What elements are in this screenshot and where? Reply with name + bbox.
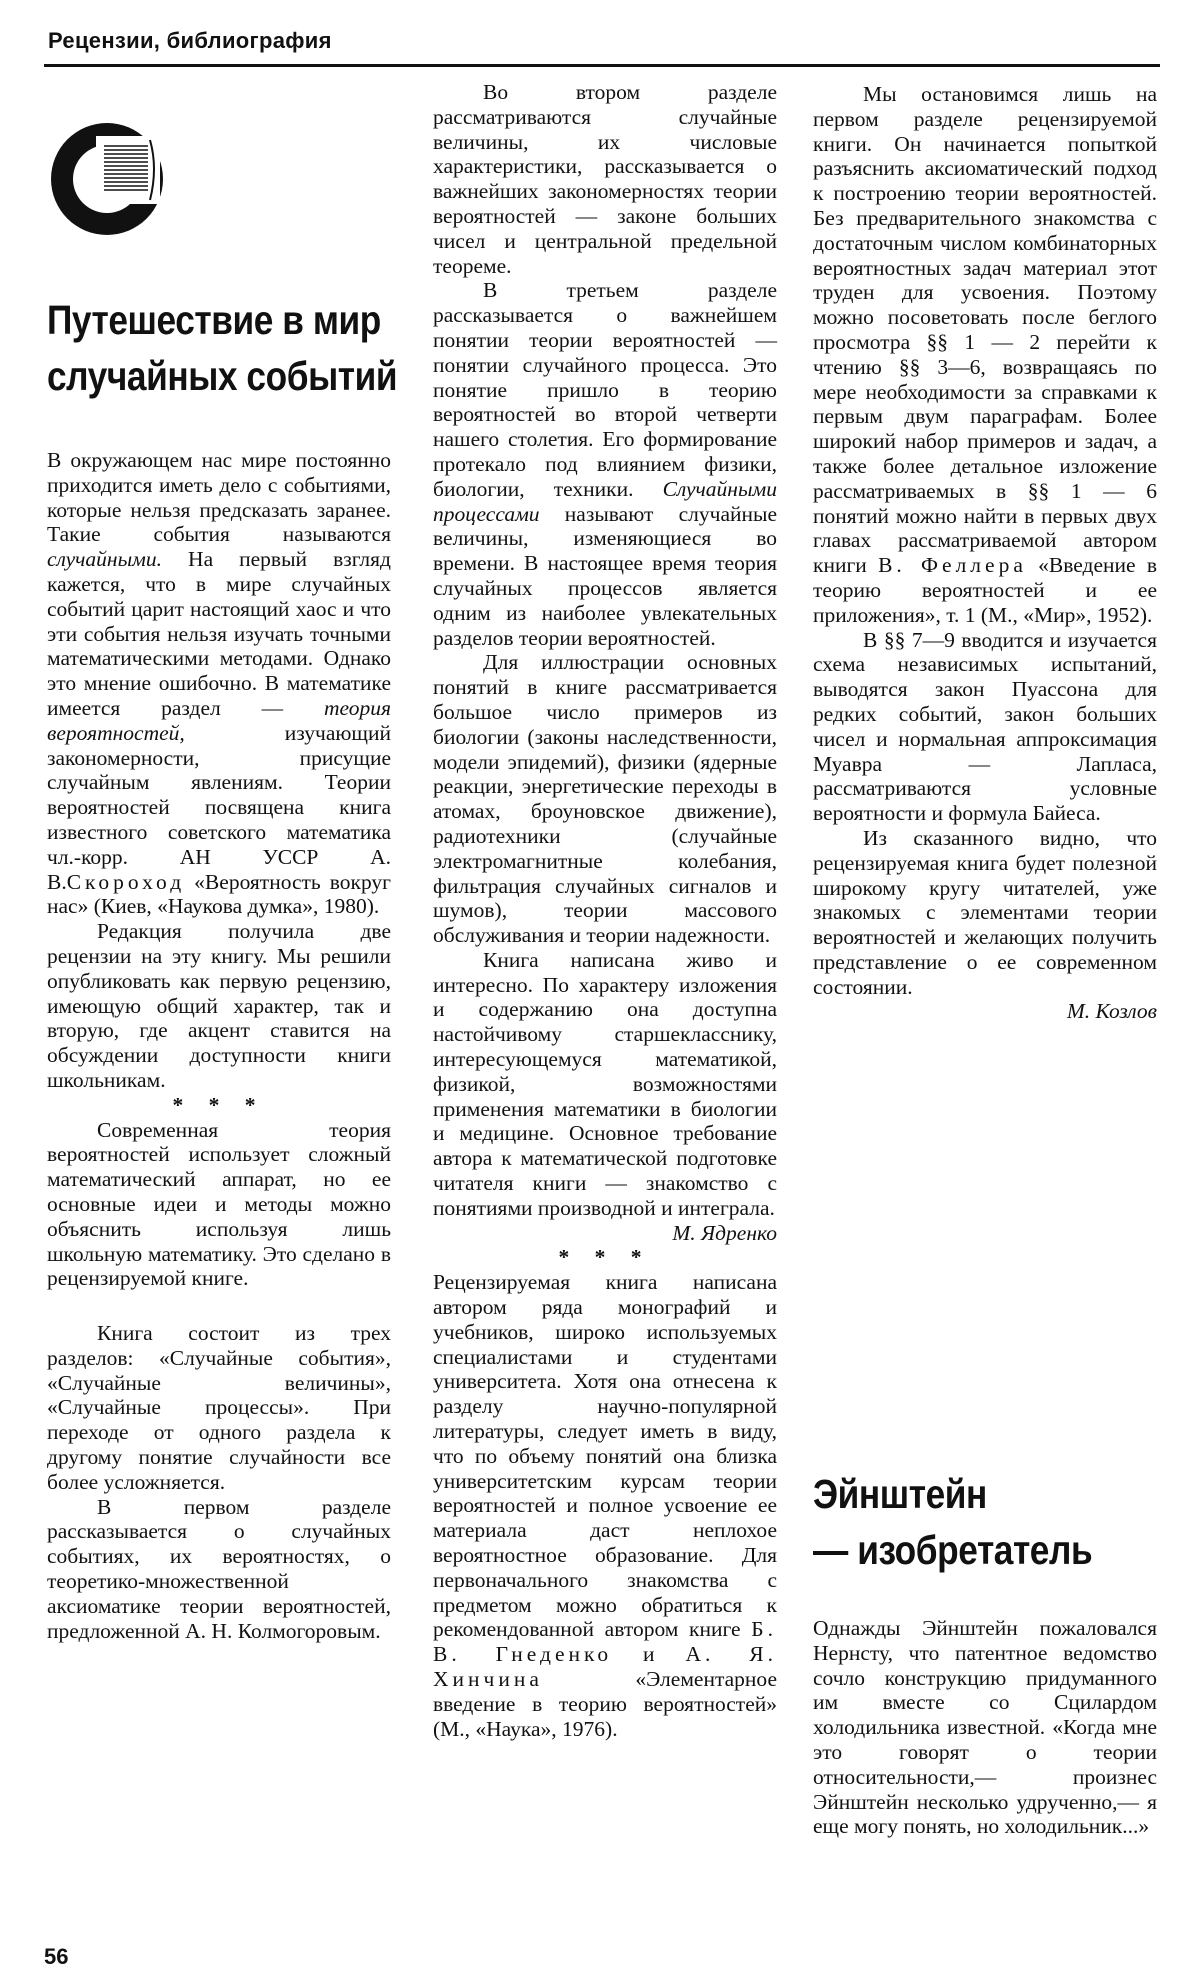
separator-stars-2: * * * [558,1245,652,1270]
review1-paragraph-3: В первом разделе рассказывается о случайных событиях, их вероятностях, о теоретико-множественной аксиоматике теории вероятностей, предложенной А. Н. Колмогоровым. [47,1494,391,1643]
article1-editorial: Редакция получила две рецензии на эту книгу. Мы решили опубликовать как первую рецензию, имеющую общий характер, так и вторую, где акцент ставится на обсуждении доступности книги школьникам. [47,919,391,1092]
review2-paragraph-3: В §§ 7—9 вводится и изучается схема независимых испытаний, выводятся закон Пуассона для редких событий, закон больших чисел и нормальная аппроксимация Муавра — Лапласа, рассматриваются условные вероятности и формула Байеса. [813,627,1157,826]
review1-paragraph-4: Во втором разделе рассматриваются случайные величины, их числовые характеристики, рассказывается о важнейших закономерностях теории вероятностей — законе больших чисел и центральной предельной теореме. [433,80,777,278]
review1-paragraph-6: Для иллюстрации основных понятий в книге рассматривается большое число примеров из биологии (законы наследственности, модели эпидемий), физики (ядерные реакции, энергетические переходы в атомах, броуновское движение), радиотехники (случайные электромагнитные колебания, фильтрация случайных сигналов и шумов), теории массового обслуживания и теории надежности. [433,650,777,948]
article1-title-line2: случайных событий [47,353,398,399]
column-2 [433,80,777,1741]
article2 [813,1466,1157,1839]
review1-paragraph-5: В третьем разделе рассказывается о важнейшем понятии теории вероятностей — понятии случайного процесса. Это понятие пришло в теорию вероятностей во второй четверти нашего столетия. Его формирование протекало под влиянием физики, биологии, техники. Случайными процессами называют случайные величины, изменяющиеся во времени. В настоящее время теория случайных процессов является одним из наиболее увлекательных разделов теории вероятностей. [433,278,777,650]
review2-signature: М. Козлов [1066,999,1157,1024]
article1-title-line1: Путешествие в мир [47,297,381,343]
review1-signature: М. Ядренко [672,1220,777,1245]
column-1 [47,297,398,1643]
article1-intro: В окружающем нас мире постоянно приходится иметь дело с событиями, которые нельзя предсказать заранее. Такие события называются случайными. На первый взгляд кажется, что в мире случайных событий царит настоящий хаос и что эти события нельзя изучать точными математическими методами. Однако это мнение ошибочно. В математике имеется раздел — теория вероятностей, изучающий закономерности, присущие случайным явлениям. Теории вероятностей посвящена книга известного советского математика чл.-корр. АН УССР А. В.Скороход «Вероятность вокруг нас» (Киев, «Наукова думка», 1980). [47,448,391,919]
review1-paragraph-2: Книга состоит из трех разделов: «Случайные события», «Случайные величины», «Случайные процессы». При переходе от одного раздела к другому понятие случайности все более усложняется. [47,1321,391,1494]
article2-body: Однажды Эйнштейн пожаловался Нернсту, что патентное ведомство сочло конструкцию придуманного им вместе со Сцилардом холодильника известной. «Когда мне это говорят о теории относительности,— произнес Эйнштейн несколько удрученно,— я еще могу понять, но холодильник...» [813,1616,1157,1839]
separator-stars: * * * [172,1092,266,1117]
review1-paragraph-7: Книга написана живо и интересно. По характеру изложения и содержанию она доступна настойчивому старшекласснику, интересующемуся математикой, физикой, возможностями применения математики в биологии и медицине. Основное требование автора к математической подготовке читателя книги — знакомство с понятиями производной и интеграла. [433,947,777,1220]
book-logo-icon [46,118,168,240]
article2-title-line1: Эйнштейн [813,1471,987,1517]
article2-title-line2: — изобретатель [813,1527,1093,1573]
review1-paragraph-1: Современная теория вероятностей использует сложный математический аппарат, но ее основные идеи и методы можно объяснить используя лишь школьную математику. Это сделано в рецензируемой книге. [47,1117,391,1291]
section-title: Рецензии, библиография [48,28,332,53]
review2-paragraph-4: Из сказанного видно, что рецензируемая книга будет полезной широкому кругу читателей, уже знакомых с элементами теории вероятностей и желающих получить представление о ее современном состоянии. [813,825,1157,999]
column-3 [813,82,1157,1024]
review2-paragraph-2: Мы остановимся лишь на первом разделе рецензируемой книги. Он начинается попыткой разъяснить аксиоматический подход к построению теории вероятностей. Без предварительного знакомства с достаточным числом комбинаторных вероятностных задач материал этот труден для усвоения. Поэтому можно посоветовать после беглого просмотра §§ 1 — 2 перейти к чтению §§ 3—6, возвращаясь по мере необходимости за справками к первым двум параграфам. Более широкий набор примеров и задач, а также более детальное изложение рассматриваемых в §§ 1 — 6 понятий можно найти в первых двух главах рассматриваемой автором книги В. Феллера «Введение в теорию вероятностей и ее приложения», т. 1 (М., «Мир», 1952). [813,82,1157,627]
page-header [44,26,1160,67]
page-number: 56 [44,1944,69,1969]
review2-paragraph-1: Рецензируемая книга написана автором ряда монографий и учебников, широко используемых специалистами и студентами университета. Хотя она отнесена к разделу научно-популярной литературы, следует иметь в виду, что по объему понятий она близка университетским курсам теории вероятностей и полное усвоение ее материала даст неплохое вероятностное образование. Для первоначального знакомства с предметом можно обратиться к рекомендованной автором книге Б. В. Гнеденко и А. Я. Хинчина «Элементарное введение в теорию вероятностей» (М., «Наука», 1976). [433,1270,777,1741]
